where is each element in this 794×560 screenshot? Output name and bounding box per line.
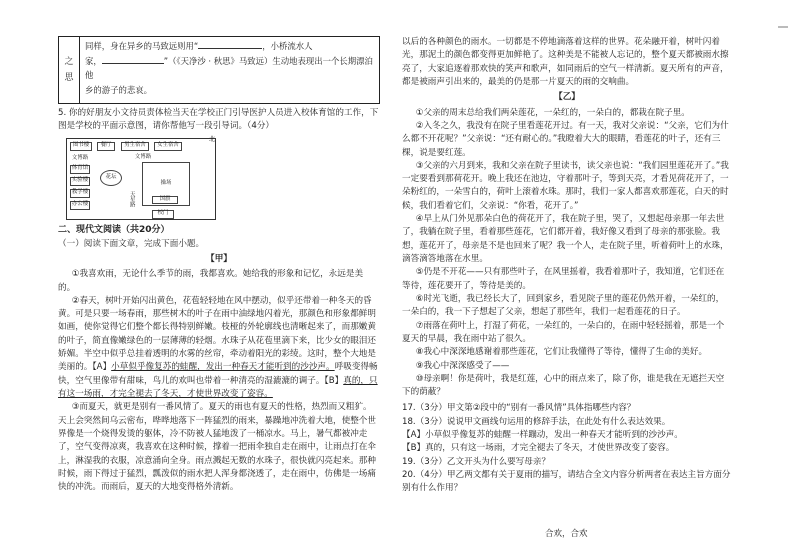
jia-p2-text-b: 呼吸变得畅快，空气里像带有甜味，鸟儿的欢叫也带着一种清亮的湿漉漉的调子。 xyxy=(58,362,378,386)
map-stadium: 操场 xyxy=(142,162,190,206)
question-19: 19.（3分）乙文开头为什么要写母亲？ xyxy=(402,456,551,467)
table-line-1 xyxy=(85,39,374,54)
jia-paragraph-continued: 以后的各种颜色的雨水。一切都是不停地滴落着这样的世界。花朵融开着，树叶闪着光，那泥土的颜色都变得更加鲜艳了。这种美是不能被人忘记的，整个夏天都被雨水擦亮了，大家追逐着那欢快的笑声和歌声，如同雨后的空气一样清新。夏天所有的声音，都是被雨声引出来的，最美的仍是那一片夏天的雨的交响曲。 xyxy=(402,37,729,87)
marker-b: 【B】 xyxy=(324,375,344,386)
table-line-1a: 同样，身在异乡的马致远则用“ xyxy=(85,41,199,51)
answer-blank-2[interactable] xyxy=(102,55,164,64)
page-footer: 合欢，合欢 xyxy=(545,529,588,539)
map-flag: 国旗 xyxy=(152,196,178,204)
table-line-3: 乡的游子的悲哀。 xyxy=(85,85,152,96)
subsection-1: （一）阅读下面文章，完成下面小题。 xyxy=(58,238,205,249)
question-18-b: 【B】真的，只有这一场雨，才完全褪去了冬天，才使世界改变了姿容。 xyxy=(402,443,675,454)
yi-paragraph-1: ①父亲的周末总给我们两朵莲花，一朵红的，一朵白的，都栽在院子里。 xyxy=(415,107,690,118)
table-line-2 xyxy=(85,54,374,83)
passage-jia-title: 【甲】 xyxy=(206,253,232,264)
question-20: 20.（4分）甲乙两文都有关于夏雨的描写，请结合全文内容分析两者在表达主旨方面分别有什么作用？ xyxy=(402,470,731,494)
question-18-a: 【A】小草似乎像复苏的蛙醒一样蹦动，发出一种春天才能听到的沙沙声。 xyxy=(402,430,683,441)
table-content xyxy=(80,37,379,103)
underlined-sentence-a: 小草似乎像复苏的蛙醒，发出一种春天才能听到的沙沙声。 xyxy=(111,362,335,373)
map-gate: 校门 xyxy=(152,210,174,219)
yi-paragraph-9: ⑨我心中深深感受了—— xyxy=(415,360,510,371)
table-line-1b: ，小桥流水人 xyxy=(262,41,313,51)
yi-paragraph-6: ⑥时光飞逝，我已经长大了，回到家乡，看见院子里的莲花仍然开着，一朵红的，一朵白的，我一下子想起了父亲，想起了那些年，我们一起看莲花的日子。 xyxy=(402,293,725,318)
passage-yi-title: 【乙】 xyxy=(554,92,580,103)
map-boys-dorm: 男生宿舍 xyxy=(121,142,149,151)
question-17: 17.（3分）甲文第②段中的“别有一番风情”具体指哪些内容？ xyxy=(402,403,636,414)
map-tianxing: 天星路 xyxy=(126,188,136,210)
school-map xyxy=(66,135,216,220)
table-line-2b: ”（《天净沙 · 秋思》马致远）生动地表现出一个长期漂泊他 xyxy=(85,55,373,81)
left-column xyxy=(58,36,380,495)
section-2-heading: 二、现代文阅读（共20分） xyxy=(58,224,170,235)
marker-a: 【A】 xyxy=(92,362,112,373)
right-column xyxy=(402,36,732,496)
map-girls-dorm: 女生宿舍 xyxy=(154,142,182,151)
question-5: 5. 你的好朋友小文待员责体检当天在学校正门引导医护人员进入校体育馆的工作，下图是学校的平面示意图，请你帮他写一段引导词。（4分） xyxy=(58,108,379,132)
map-library: 图书楼 xyxy=(70,142,92,151)
table-label-bottom: 思 xyxy=(64,73,74,83)
map-canteen: 餐厅 xyxy=(97,142,115,151)
map-arts: 文博路 xyxy=(71,154,89,161)
fill-table xyxy=(58,36,380,104)
map-gym: 体育馆 xyxy=(70,165,90,174)
jia-p2-text: ②春天，树叶开始闪出黄色，花苞轻轻地在风中摆动，似乎还带着一种冬天的昏黄。可是只要一场春雨，那些树木的叶子在雨中油绿地闪着光，那颜色和形象都鲜明如画，使你觉得它们整个都长得特别鲜嫩。枝桠的外轮廓线也清晰起来了，而那嫩黄的叶子，简直像嫩绿色的一层薄薄的轻烟。水珠子从花苞里滴下来，比少女的眼泪还娇媚。半空中似乎总挂着透明的水雾的丝帘，牵动着阳光的彩绫。这时，整个大地是美丽的。 xyxy=(58,295,376,373)
table-line-2a: 家， xyxy=(85,55,102,66)
yi-paragraph-2: ②入冬之久，我没有在院子里看莲花开过。有一天，我对父亲说：“父亲，它们为什么都不开花呢？”父亲说：“还有耐心的。”我瞪着大大的眼睛，看莲花的叶子，还有三棵，说是要红莲。 xyxy=(402,120,729,158)
map-teaching: 教学楼 xyxy=(70,189,90,198)
answer-blank-1[interactable] xyxy=(198,40,262,49)
table-label xyxy=(59,37,80,103)
jia-paragraph-2 xyxy=(58,295,380,402)
map-road: 文博路 xyxy=(128,154,158,162)
question-18: 18.（3分）说说甲文画线句运用的修辞手法，在此处有什么表达效果。 xyxy=(402,416,671,427)
page-edge-mark xyxy=(778,26,788,28)
yi-paragraph-10: ⑩母亲啊！你是荷叶，我是红莲，心中的雨点来了，除了你，谁是我在无遮拦天空下的荫蔽？ xyxy=(402,373,725,398)
yi-paragraph-5: ⑤仍是不开花——只有那些叶子，在风里摇着，我看着那叶子，我知道，它们还在等待，莲花要开了，等待是美的。 xyxy=(402,267,725,291)
jia-paragraph-3: ③而夏天，就更是别有一番风情了。夏天的雨也有夏天的性格，热烈而又粗犷。天上会突然间乌云密布，哗哗地落下一阵猛烈的雨来，暴躁地冲洗着大地，使整个世界像是一个烧得发烫的躯体，冷不防被人猛地泼了一桶凉水。马上，暑气都被冲走了，空气变得凉爽，我喜欢在这种时候，撑着一把雨伞独自走在雨中，让雨点打在伞上，淋湿我的衣服，凉意涌向全身。雨点溅起无数的水珠子，很快就闪亮起来。那种时候，雨下得过于猛烈，瓢泼似的雨水把人浑身都浇透了，走在雨中，仿佛是一场痛快的冲洗。而雨后，夏天的大地变得格外清新。 xyxy=(58,402,376,493)
jia-paragraph-1: ①我喜欢雨，无论什么季节的雨，我都喜欢。她给我的形象和记忆，永远是美的。 xyxy=(58,269,364,293)
yi-paragraph-4: ④早上从门外见那朵白色的荷花开了，我在院子里，哭了，又想起母亲那一年去世了，我躺在院子里，看着那些莲花，它们都开着，我好像又看到了母亲的那张脸。我想，莲花开了，母亲是不是也回来了呢？我一个人，走在院子里，听着荷叶上的水珠，滴答滴答地落在水里。 xyxy=(402,214,729,264)
map-garden: 花坛 xyxy=(100,170,122,186)
yi-paragraph-8: ⑧我心中深深地感谢着那些莲花，它们让我懂得了等待，懂得了生命的美好。 xyxy=(415,347,708,358)
table-label-top: 之 xyxy=(64,56,74,67)
map-science: 实验楼 xyxy=(70,177,90,186)
north-label: 北 xyxy=(209,135,216,143)
yi-paragraph-3: ③父亲的六月到来，我和父亲在院子里读书，读父亲也说：“我们园里莲花开了。”我一定要看到那荷花开。晚上我还在池边，守着那叶子，等到天亮，才看见荷花开了，一朵粉红的，一朵雪白的，荷叶上滚着水珠。那时，我们一家人都喜欢那莲花，白天的时候，我们看着它们，父亲说：“你看，花开了。” xyxy=(402,160,729,211)
underlined-sentence-b: 真的，只有这一场雨，才完全褪去了冬天，才使世界改变了姿容。 xyxy=(58,375,378,399)
map-office: 办公楼 xyxy=(70,201,90,210)
yi-paragraph-7: ⑦雨落在荷叶上，打湿了荷花，一朵红的，一朵白的，在雨中轻轻摇着，那是一个夏天的早晨，我在雨中站了很久。 xyxy=(402,320,725,344)
